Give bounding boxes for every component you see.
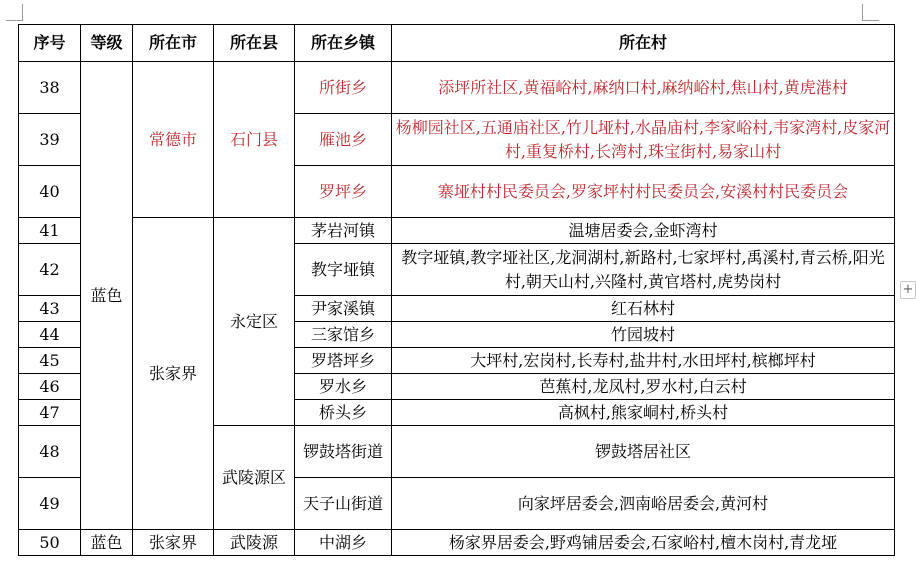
town-cell: 桥头乡 — [295, 400, 392, 426]
town-cell: 所街乡 — [295, 62, 392, 114]
level-cell: 蓝色 — [81, 530, 133, 556]
village-cell: 添坪所社区,黄福峪村,麻纳口村,麻纳峪村,焦山村,黄虎港村 — [392, 62, 895, 114]
row-no: 42 — [19, 244, 81, 296]
city-cell: 常德市 — [133, 62, 214, 218]
header-town: 所在乡镇 — [295, 25, 392, 62]
city-cell: 张家界 — [133, 530, 214, 556]
county-cell: 武陵源区 — [214, 426, 295, 530]
village-cell: 寨垭村村民委员会,罗家坪村村民委员会,安溪村村民委员会 — [392, 166, 895, 218]
row-no: 50 — [19, 530, 81, 556]
table-row — [19, 218, 895, 244]
village-cell: 大坪村,宏岗村,长寿村,盐井村,水田坪村,槟榔坪村 — [392, 348, 895, 374]
village-cell: 锣鼓塔居社区 — [392, 426, 895, 478]
village-cell: 高枫村,熊家峒村,桥头村 — [392, 400, 895, 426]
town-cell: 雁池乡 — [295, 114, 392, 166]
row-no: 45 — [19, 348, 81, 374]
table-header-row — [19, 25, 895, 62]
row-no: 40 — [19, 166, 81, 218]
village-cell: 芭蕉村,龙凤村,罗水村,白云村 — [392, 374, 895, 400]
town-cell: 罗水乡 — [295, 374, 392, 400]
village-table — [18, 24, 895, 556]
village-cell: 杨家界居委会,野鸡铺居委会,石家峪村,檀木岗村,青龙垭 — [392, 530, 895, 556]
row-no: 44 — [19, 322, 81, 348]
village-cell: 红石林村 — [392, 296, 895, 322]
town-cell: 茅岩河镇 — [295, 218, 392, 244]
village-cell: 向家坪居委会,泗南峪居委会,黄河村 — [392, 478, 895, 530]
city-cell: 张家界 — [133, 218, 214, 530]
town-cell: 教字垭镇 — [295, 244, 392, 296]
town-cell: 中湖乡 — [295, 530, 392, 556]
header-level: 等级 — [81, 25, 133, 62]
county-cell: 永定区 — [214, 218, 295, 426]
page-corner-mark — [862, 4, 879, 21]
row-no: 41 — [19, 218, 81, 244]
row-no: 43 — [19, 296, 81, 322]
row-no: 38 — [19, 62, 81, 114]
village-cell: 温塘居委会,金虾湾村 — [392, 218, 895, 244]
county-cell: 石门县 — [214, 62, 295, 218]
village-cell: 杨柳园社区,五通庙社区,竹儿垭村,水晶庙村,李家峪村,韦家湾村,皮家河村,重复桥村,长湾村,珠宝街村,易家山村 — [392, 114, 895, 166]
town-cell: 天子山街道 — [295, 478, 392, 530]
town-cell: 锣鼓塔街道 — [295, 426, 392, 478]
village-cell: 竹园坡村 — [392, 322, 895, 348]
town-cell: 三家馆乡 — [295, 322, 392, 348]
row-no: 39 — [19, 114, 81, 166]
county-cell: 武陵源 — [214, 530, 295, 556]
header-city: 所在市 — [133, 25, 214, 62]
town-cell: 罗塔坪乡 — [295, 348, 392, 374]
page-corner-mark — [6, 4, 23, 21]
row-no: 48 — [19, 426, 81, 478]
town-cell: 尹家溪镇 — [295, 296, 392, 322]
table-row — [19, 530, 895, 556]
row-no: 49 — [19, 478, 81, 530]
add-row-button[interactable]: + — [900, 281, 916, 299]
row-no: 46 — [19, 374, 81, 400]
village-cell: 教字垭镇,教字垭社区,龙洞湖村,新路村,七家坪村,禹溪村,青云桥,阳光村,朝天山村,兴隆村,黄官塔村,虎势岗村 — [392, 244, 895, 296]
table-row — [19, 62, 895, 114]
level-cell: 蓝色 — [81, 62, 133, 530]
row-no: 47 — [19, 400, 81, 426]
header-county: 所在县 — [214, 25, 295, 62]
town-cell: 罗坪乡 — [295, 166, 392, 218]
header-no: 序号 — [19, 25, 81, 62]
header-village: 所在村 — [392, 25, 895, 62]
